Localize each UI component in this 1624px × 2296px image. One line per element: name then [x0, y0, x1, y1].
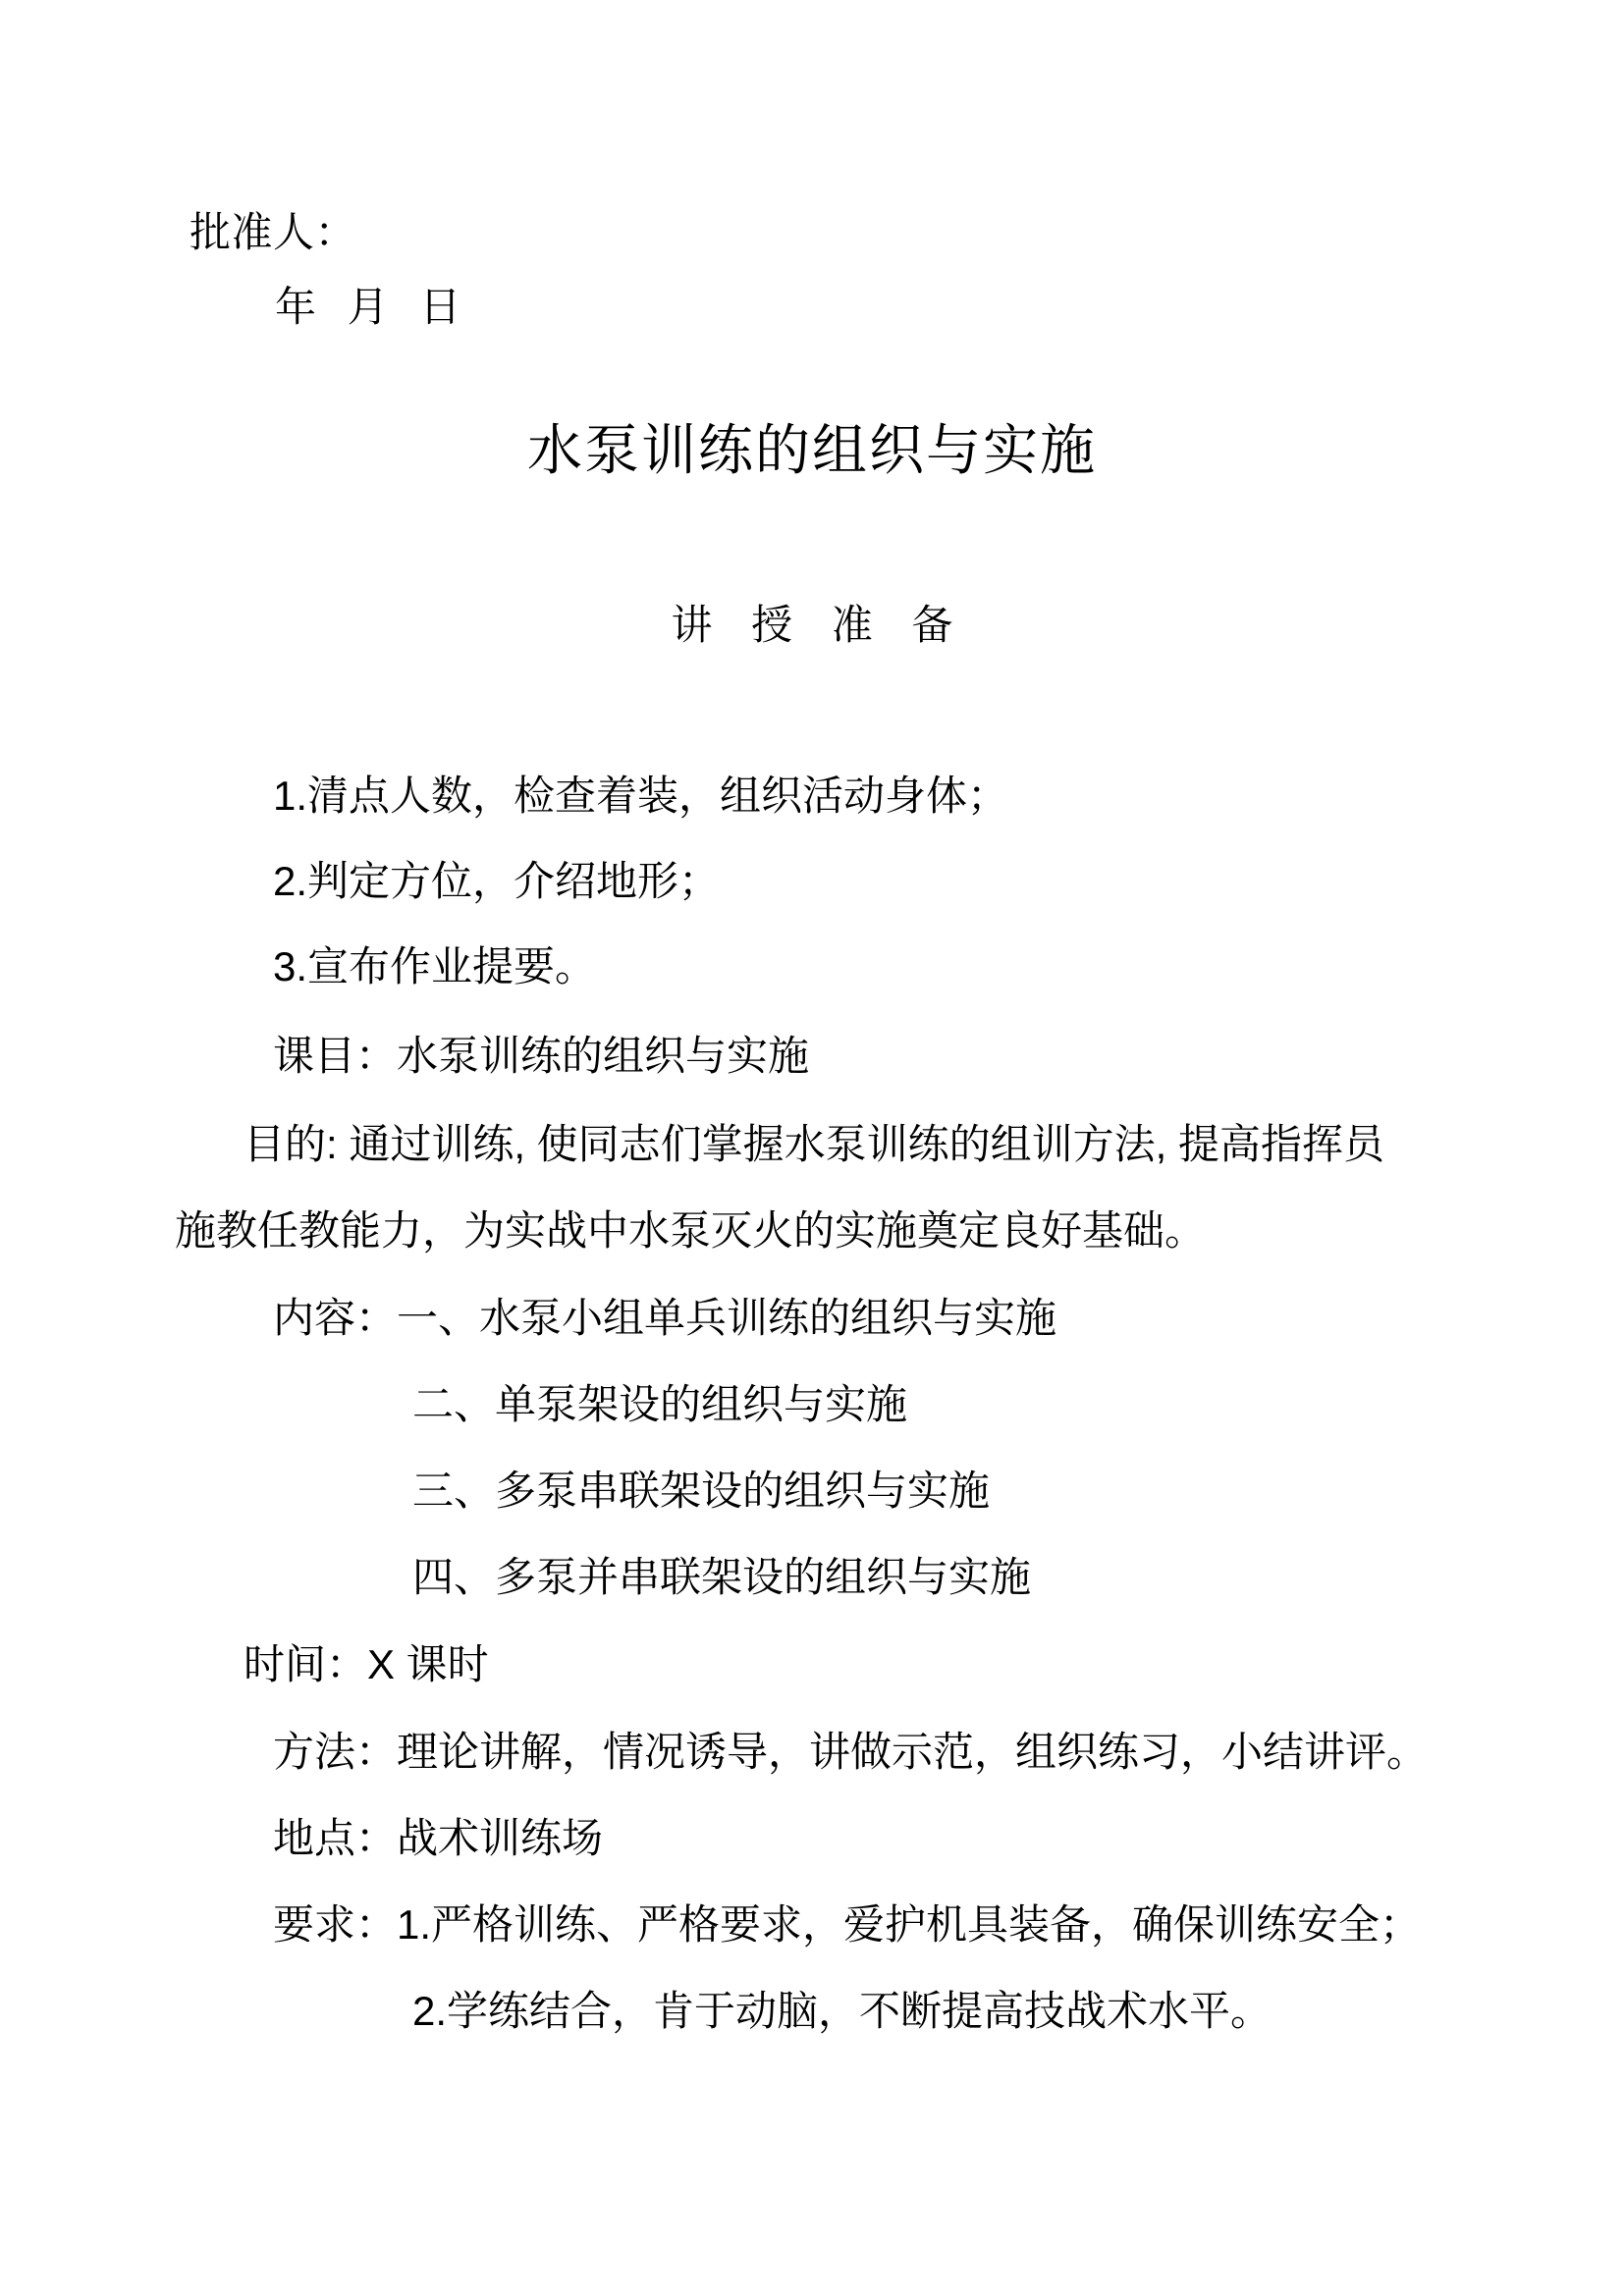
field-content-heading: 内容：一、水泵小组单兵训练的组织与实施 — [273, 1295, 1057, 1341]
field-place: 地点：战术训练场 — [273, 1815, 604, 1861]
date-fields: 年 月 日 — [275, 284, 471, 330]
preparation-item-1: 1.清点人数，检查着装，组织活动身体； — [273, 773, 1009, 819]
preparation-item-2: 2.判定方位，介绍地形； — [273, 858, 721, 904]
page-title: 水泵训练的组织与实施 — [527, 419, 1097, 481]
field-content-item-2: 二、单泵架设的组织与实施 — [412, 1381, 908, 1427]
field-subject: 课目：水泵训练的组织与实施 — [273, 1033, 810, 1079]
field-content-item-4: 四、多泵并串联架设的组织与实施 — [412, 1554, 1032, 1600]
field-purpose-line-1: 目的: 通过训练, 使同志们掌握水泵训练的组训方法, 提高指挥员 — [244, 1121, 1385, 1167]
document-subtitle: 讲 授 准 备 — [671, 602, 967, 648]
field-requirement-1: 要求：1.严格训练、严格要求，爱护机具装备，确保训练安全； — [273, 1901, 1422, 1948]
field-method: 方法：理论讲解，情况诱导，讲做示范，组织练习，小结讲评。 — [273, 1729, 1429, 1775]
field-content-item-3: 三、多泵串联架设的组织与实施 — [412, 1468, 991, 1514]
field-purpose-line-2: 施教任教能力，为实战中水泵灭火的实施奠定良好基础。 — [175, 1207, 1207, 1254]
approver-label: 批准人： — [189, 209, 357, 255]
field-requirement-2: 2.学练结合，肯于动脑，不断提高技战术水平。 — [412, 1988, 1272, 2034]
preparation-item-3: 3.宣布作业提要。 — [273, 943, 597, 989]
field-time: 时间：X 课时 — [244, 1641, 489, 1687]
